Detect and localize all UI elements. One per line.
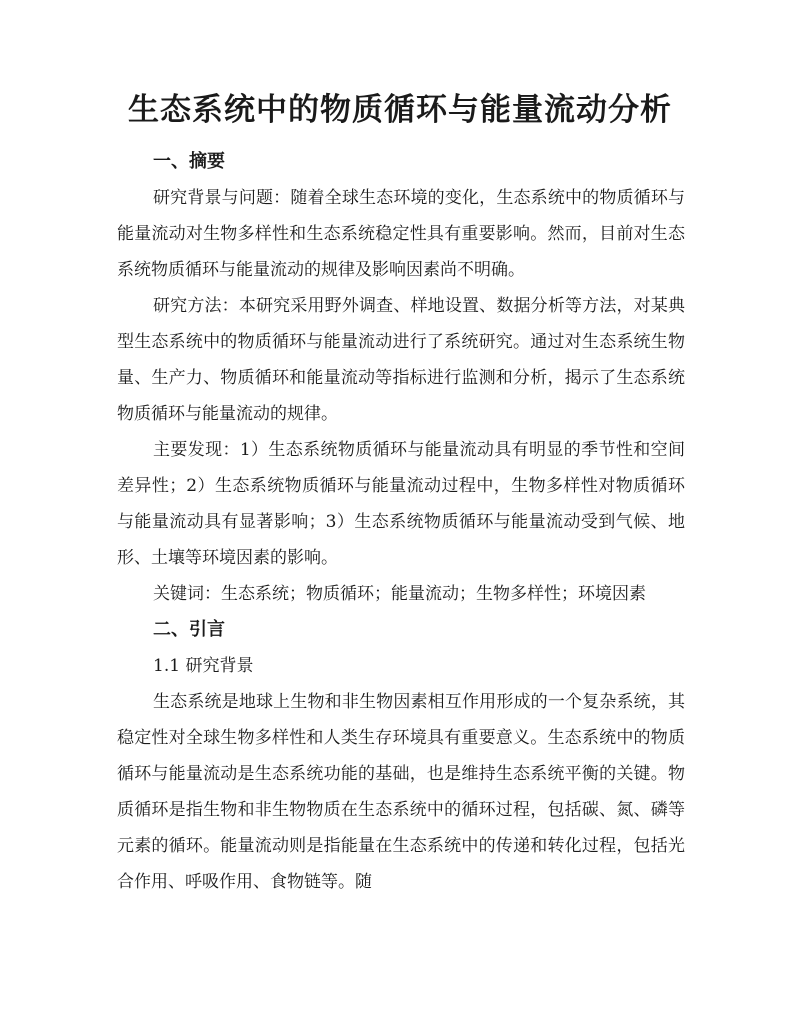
intro-sub-heading: 1.1 研究背景 xyxy=(153,656,254,676)
intro-heading: 二、引言 xyxy=(153,619,225,640)
document-title: 生态系统中的物质循环与能量流动分析 xyxy=(128,92,672,128)
keywords-paragraph: 关键词：生态系统；物质循环；能量流动；生物多样性；环境因素 xyxy=(153,584,646,604)
document-body xyxy=(117,144,685,900)
abstract-methods-paragraph: 研究方法：本研究采用野外调查、样地设置、数据分析等方法，对某典型生态系统中的物质循环与能量流动进行了系统研究。通过对生态系统生物量、生产力、物质循环和能量流动等指标进行监测和分析，揭示了生态系统物质循环与能量流动的规律。 xyxy=(117,296,685,424)
intro-paragraph: 生态系统是地球上生物和非生物因素相互作用形成的一个复杂系统，其稳定性对全球生物多样性和人类生存环境具有重要意义。生态系统中的物质循环与能量流动是生态系统功能的基础，也是维持生态系统平衡的关键。物质循环是指生物和非生物物质在生态系统中的循环过程，包括碳、氮、磷等元素的循环。能量流动则是指能量在生态系统中的传递和转化过程，包括光合作用、呼吸作用、食物链等。随 xyxy=(117,692,685,892)
abstract-findings-paragraph: 主要发现：1）生态系统物质循环与能量流动具有明显的季节性和空间差异性；2）生态系统物质循环与能量流动过程中，生物多样性对物质循环与能量流动具有显著影响；3）生态系统物质循环与能量流动受到气候、地形、土壤等环境因素的影响。 xyxy=(117,440,685,568)
abstract-background-paragraph: 研究背景与问题：随着全球生态环境的变化，生态系统中的物质循环与能量流动对生物多样性和生态系统稳定性具有重要影响。然而，目前对生态系统物质循环与能量流动的规律及影响因素尚不明确。 xyxy=(117,188,685,280)
abstract-heading: 一、摘要 xyxy=(153,151,225,172)
